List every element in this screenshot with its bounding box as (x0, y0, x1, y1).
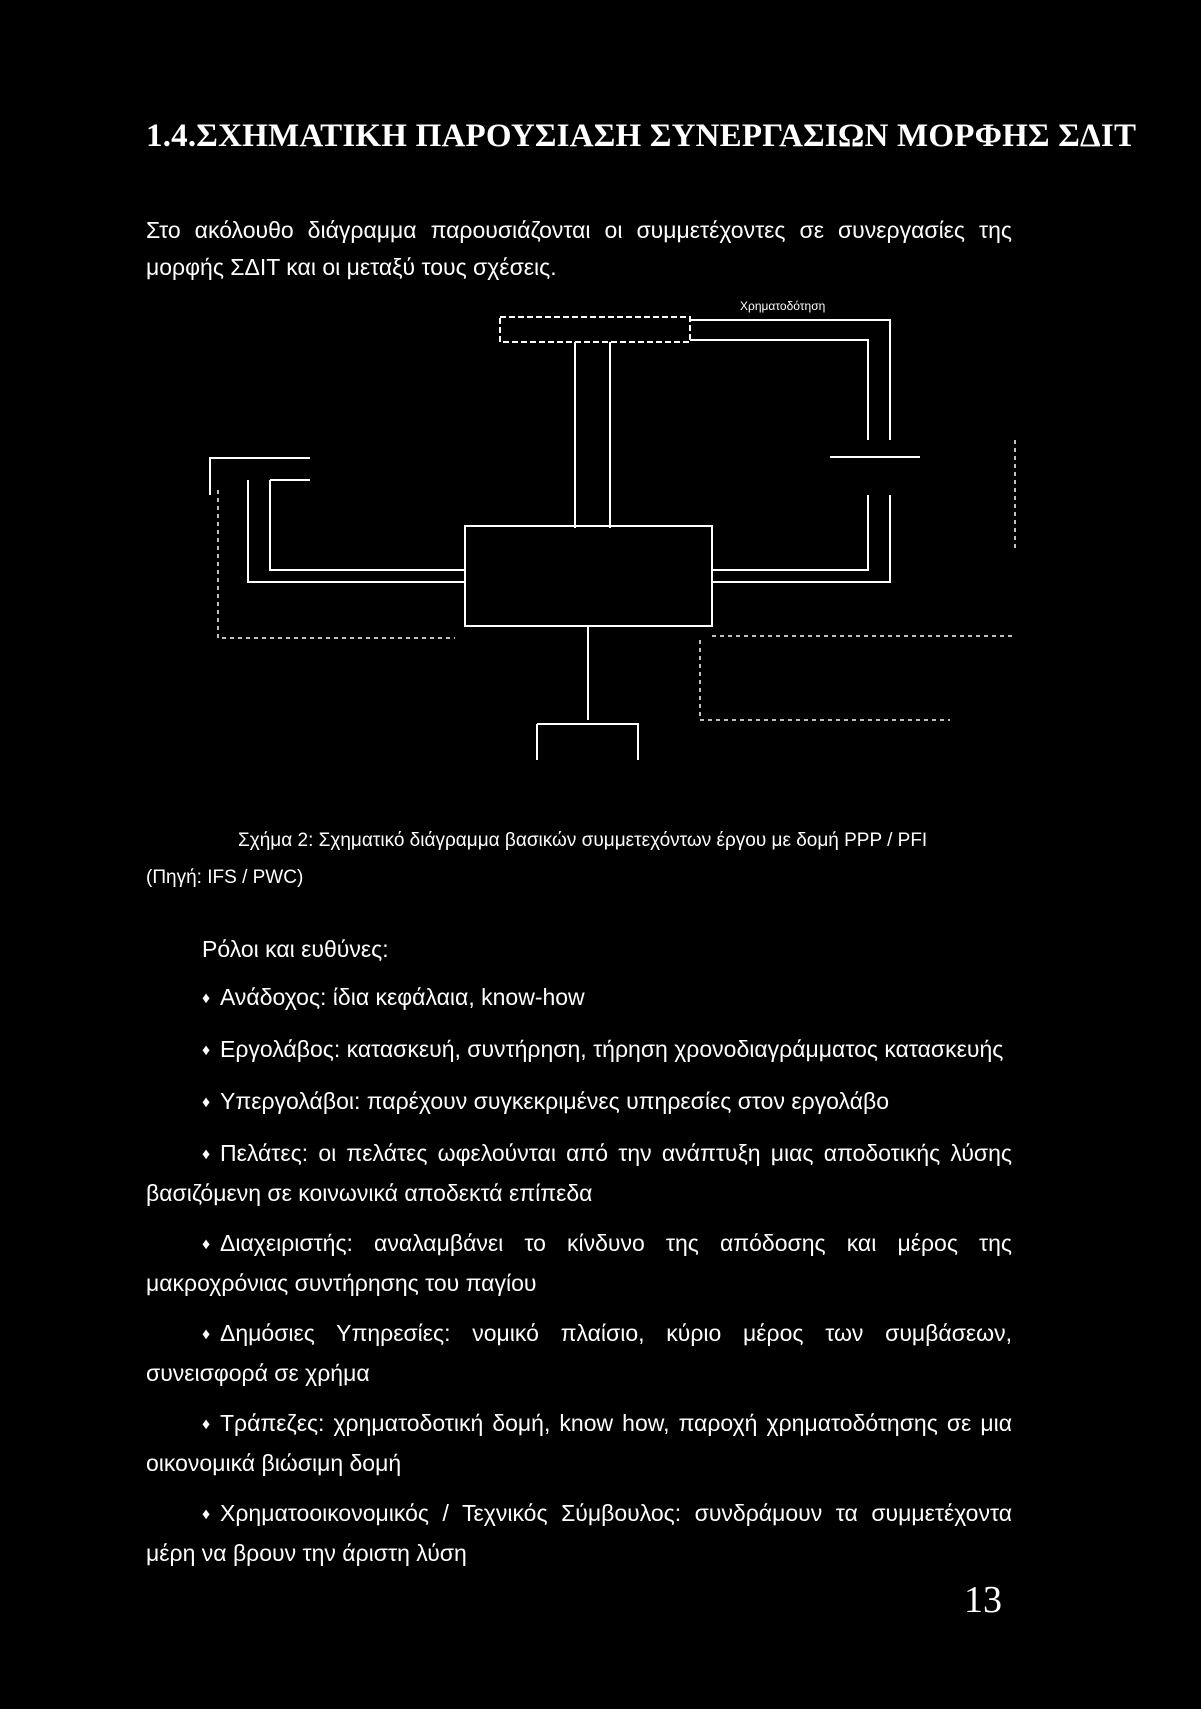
diagram-top-label: Χρηματοδότηση (740, 300, 826, 313)
left-dashed-frame (218, 490, 455, 638)
list-item (146, 1404, 1012, 1482)
section-heading: 1.4.ΣΧΗΜΑΤΙΚΗ ΠΑΡΟΥΣΙΑΣΗ ΣΥΝΕΡΓΑΣΙΩΝ ΜΟΡΦΗΣ ΣΔΙΤ (146, 118, 1137, 154)
list-item (146, 1082, 1012, 1122)
diamond-bullet-icon: ♦ (202, 1326, 211, 1343)
role-text: Χρηματοοικονομικός / Τεχνικός Σύμβουλος: συνδράμουν τα συμμετέχοντα μέρη να βρουν την άριστη λύση (146, 1500, 1012, 1566)
financing-line-inner (690, 340, 868, 440)
bottom-right-dashed-frame (700, 640, 950, 720)
diamond-bullet-icon: ♦ (202, 1146, 211, 1163)
left-connector-outer (248, 480, 465, 582)
roles-title: Ρόλοι και ευθύνες: (202, 936, 389, 962)
diamond-bullet-icon: ♦ (202, 1042, 211, 1059)
page-number: 13 (964, 1579, 1002, 1621)
list-item (146, 1314, 1012, 1392)
list-item (146, 1494, 1012, 1572)
left-connector-inner (270, 480, 465, 570)
bottom-box-base (537, 724, 638, 760)
roles-list (146, 978, 1012, 1584)
diamond-bullet-icon: ♦ (202, 1416, 211, 1433)
right-connector-outer (712, 495, 890, 582)
role-text: Ανάδοχος: ίδια κεφάλαια, know-how (220, 984, 585, 1010)
bottom-box (537, 724, 638, 760)
ppp-diagram (0, 300, 1201, 760)
role-text: Δημόσιες Υπηρεσίες: νομικό πλαίσιο, κύριο μέρος των συμβάσεων, συνεισφορά σε χρήμα (146, 1320, 1012, 1386)
diamond-bullet-icon: ♦ (202, 1506, 211, 1523)
role-text: Πελάτες: οι πελάτες ωφελούνται από την ανάπτυξη μιας αποδοτικής λύσης βασιζόμενη σε κοινωνικά αποδεκτά επίπεδα (146, 1140, 1012, 1206)
financing-line-outer (690, 320, 890, 440)
diamond-bullet-icon: ♦ (202, 990, 211, 1007)
role-text: Διαχειριστής: αναλαμβάνει το κίνδυνο της απόδοσης και μέρος της μακροχρόνιας συντήρησης του παγίου (146, 1230, 1012, 1296)
diamond-bullet-icon: ♦ (202, 1094, 211, 1111)
role-text: Εργολάβος: κατασκευή, συντήρηση, τήρηση χρονοδιαγράμματος κατασκευής (220, 1036, 1004, 1062)
center-box (465, 526, 712, 626)
intro-paragraph (146, 212, 1012, 286)
caption-line-1: Σχήμα 2: Σχηματικό διάγραμμα βασικών συμμετεχόντων έργου με δομή PPP / PFI (238, 830, 928, 851)
list-item (146, 978, 1012, 1018)
role-text: Τράπεζες: χρηματοδοτική δομή, know how, παροχή χρηματοδότησης σε μια οικονομικά βιώσιμη δομή (146, 1410, 1012, 1476)
caption-line-2: (Πηγή: IFS / PWC) (146, 867, 304, 888)
role-text: Υπεργολάβοι: παρέχουν συγκεκριμένες υπηρεσίες στον εργολάβο (220, 1088, 890, 1114)
left-open-box (210, 458, 310, 495)
intro-text: Στο ακόλουθο διάγραμμα παρουσιάζονται οι συμμετέχοντες σε συνεργασίες της μορφής ΣΔΙΤ και οι μεταξύ τους σχέσεις. (146, 217, 1012, 280)
right-connector-inner (712, 495, 868, 570)
diagram-top-box (500, 317, 690, 342)
diamond-bullet-icon: ♦ (202, 1236, 211, 1253)
list-item (146, 1134, 1012, 1212)
figure-caption (146, 822, 1014, 896)
list-item (146, 1224, 1012, 1302)
list-item (146, 1030, 1012, 1070)
